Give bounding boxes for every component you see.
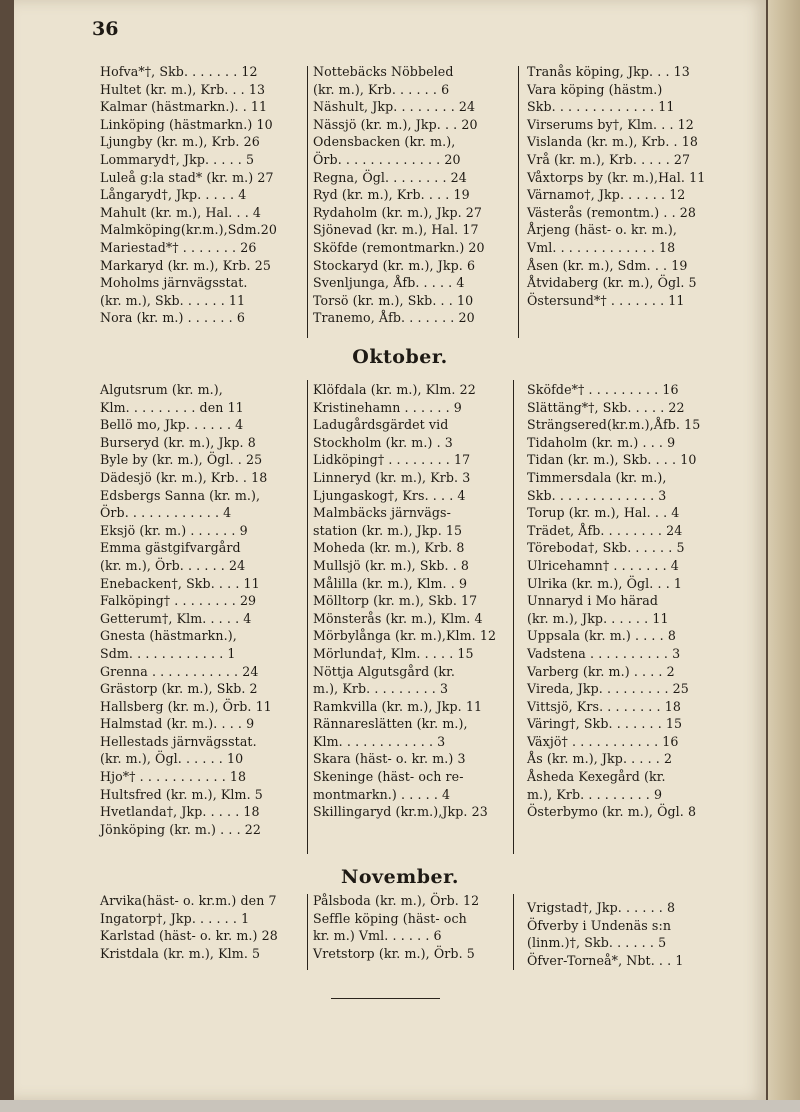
entry-line: Näshult, Jkp. . . . . . . . 24: [313, 99, 476, 115]
entry-line: Öfverby i Undenäs s:n: [527, 917, 672, 933]
section-1-column-3: [527, 63, 730, 309]
entry-line: Luleå g:la stad* (kr. m.) 27: [100, 169, 274, 185]
entry-line: Stockaryd (kr. m.), Jkp. 6: [313, 257, 476, 273]
entry-line: Timmersdala (kr. m.),: [527, 469, 667, 485]
entry-line: Svenljunga, Åfb. . . . . 4: [313, 275, 465, 291]
oktober-column-3: [527, 381, 730, 821]
entry-line: Markaryd (kr. m.), Krb. 25: [100, 257, 271, 273]
column-rule: [513, 380, 514, 854]
entry-line: Hallsberg (kr. m.), Örb. 11: [100, 698, 272, 714]
entry-line: Väring†, Skb. . . . . . . 15: [527, 716, 683, 732]
entry-line: Bellö mo, Jkp. . . . . . 4: [100, 417, 244, 433]
entry-line: Moheda (kr. m.), Krb. 8: [313, 540, 465, 556]
entry-line: Uppsala (kr. m.) . . . . 8: [527, 628, 676, 644]
entry-line: Tranemo, Åfb. . . . . . . 20: [313, 310, 475, 326]
entry-line: Unnaryd i Mo härad: [527, 593, 659, 609]
entry-line: Våxtorps by (kr. m.),Hal. 11: [527, 169, 706, 185]
entry-line: Skillingaryd (kr.m.),Jkp. 23: [313, 804, 488, 820]
entry-line: Tidan (kr. m.), Skb. . . . 10: [527, 452, 697, 468]
entry-line: Algutsrum (kr. m.),: [100, 382, 223, 397]
entry-line: Linköping (hästmarkn.) 10: [100, 116, 273, 132]
entry-line: Åsheda Kexegård (kr.: [527, 769, 666, 785]
entry-line: Långaryd†, Jkp. . . . . 4: [100, 187, 247, 203]
entry-line: Nottebäcks Nöbbeled: [313, 64, 454, 79]
entry-line: Nora (kr. m.) . . . . . . 6: [100, 310, 245, 326]
entry-line: Öfver-Torneå*, Nbt. . . 1: [527, 952, 684, 968]
entry-line: Ulrika (kr. m.), Ögl. . . 1: [527, 575, 683, 591]
entry-line: Östersund*† . . . . . . . 11: [527, 292, 685, 308]
entry-line: Ryd (kr. m.), Krb. . . . 19: [313, 187, 470, 203]
entry-line: Moholms järnvägsstat.: [100, 275, 248, 291]
entry-line: (kr. m.), Krb. . . . . . 6: [313, 81, 450, 97]
entry-line: Hultsfred (kr. m.), Klm. 5: [100, 786, 263, 802]
entry-line: Kalmar (hästmarkn.). . 11: [100, 99, 268, 115]
entry-line: Skb. . . . . . . . . . . . . 3: [527, 487, 667, 503]
entry-line: Mölltorp (kr. m.), Skb. 17: [313, 593, 478, 609]
november-column-2: [313, 892, 510, 962]
entry-line: Byle by (kr. m.), Ögl. . 25: [100, 452, 263, 468]
entry-line: Malmbäcks järnvägs-: [313, 505, 451, 521]
entry-line: Trädet, Åfb. . . . . . . . 24: [527, 522, 683, 538]
entry-line: Vrå (kr. m.), Krb. . . . . 27: [527, 151, 691, 167]
entry-line: (kr. m.), Skb. . . . . . 11: [100, 292, 246, 308]
entry-line: Töreboda†, Skb. . . . . . 5: [527, 540, 685, 556]
entry-line: Ladugårdsgärdet vid: [313, 417, 449, 433]
entry-line: Nöttja Algutsgård (kr.: [313, 663, 455, 679]
entry-line: Odensbacken (kr. m.),: [313, 134, 456, 150]
entry-line: Halmstad (kr. m.). . . . 9: [100, 716, 255, 732]
entry-line: Värnamo†, Jkp. . . . . . 12: [527, 187, 686, 203]
section-1-column-2: [313, 63, 510, 327]
entry-line: Seffle köping (häst- och: [313, 910, 467, 926]
entry-line: Hvetlanda†, Jkp. . . . . 18: [100, 804, 260, 820]
entry-line: Skara (häst- o. kr. m.) 3: [313, 751, 466, 767]
entry-line: Slättäng*†, Skb. . . . . 22: [527, 399, 685, 415]
entry-line: Getterum†, Klm. . . . . 4: [100, 610, 252, 626]
column-rule: [307, 894, 308, 970]
entry-line: (linm.)†, Skb. . . . . . 5: [527, 935, 667, 951]
entry-line: Skeninge (häst- och re-: [313, 769, 464, 785]
entry-line: Burseryd (kr. m.), Jkp. 8: [100, 434, 256, 450]
entry-line: Vislanda (kr. m.), Krb. . 18: [527, 134, 698, 150]
entry-line: Mörbylånga (kr. m.),Klm. 12: [313, 628, 497, 644]
oktober-column-2: [313, 381, 510, 821]
entry-line: Falköping† . . . . . . . . 29: [100, 593, 257, 609]
entry-line: Örb. . . . . . . . . . . . 4: [100, 505, 232, 521]
entry-line: Hellestads järnvägsstat.: [100, 733, 257, 749]
entry-line: Åsen (kr. m.), Sdm. . . 19: [527, 257, 688, 273]
section-1-column-1: [100, 63, 300, 327]
entry-line: Stockholm (kr. m.) . 3: [313, 434, 453, 450]
entry-line: Ljungby (kr. m.), Krb. 26: [100, 134, 260, 150]
end-rule: [331, 998, 440, 999]
entry-line: Ås (kr. m.), Jkp. . . . . 2: [527, 751, 673, 767]
entry-line: Växjö† . . . . . . . . . . . 16: [527, 733, 679, 749]
entry-line: Arvika(häst- o. kr.m.) den 7: [100, 893, 277, 908]
entry-line: (kr. m.), Ögl. . . . . . 10: [100, 751, 244, 767]
entry-line: Målilla (kr. m.), Klm. . 9: [313, 575, 468, 591]
page-number: 36: [92, 18, 119, 40]
entry-line: Strängsered(kr.m.),Åfb. 15: [527, 417, 701, 433]
entry-line: Karlstad (häst- o. kr. m.) 28: [100, 928, 278, 944]
entry-line: Sköfde (remontmarkn.) 20: [313, 239, 485, 255]
entry-line: Emma gästgifvargård: [100, 540, 241, 556]
entry-line: Ulricehamn† . . . . . . . 4: [527, 557, 679, 573]
column-rule: [307, 66, 308, 338]
entry-line: Edsbergs Sanna (kr. m.),: [100, 487, 261, 503]
entry-line: Ramkvilla (kr. m.), Jkp. 11: [313, 698, 483, 714]
entry-line: Pålsboda (kr. m.), Örb. 12: [313, 893, 480, 908]
entry-line: Linneryd (kr. m.), Krb. 3: [313, 469, 471, 485]
entry-line: montmarkn.) . . . . . 4: [313, 786, 451, 802]
entry-line: Vml. . . . . . . . . . . . . 18: [527, 239, 676, 255]
oktober-column-1: [100, 381, 300, 838]
entry-line: Jönköping (kr. m.) . . . 22: [100, 821, 262, 837]
entry-line: Vittsjö, Krs. . . . . . . . 18: [527, 698, 681, 714]
column-rule: [518, 66, 519, 338]
entry-line: Åtvidaberg (kr. m.), Ögl. 5: [527, 275, 697, 291]
entry-line: Hofva*†, Skb. . . . . . . 12: [100, 64, 258, 79]
entry-line: Tidaholm (kr. m.) . . . 9: [527, 434, 676, 450]
entry-line: Rydaholm (kr. m.), Jkp. 27: [313, 204, 483, 220]
entry-line: Nässjö (kr. m.), Jkp. . . 20: [313, 116, 478, 132]
entry-line: Mönsterås (kr. m.), Klm. 4: [313, 610, 483, 626]
month-heading-oktober: Oktober.: [352, 346, 448, 368]
entry-line: Kristinehamn . . . . . . 9: [313, 399, 462, 415]
entry-line: Vara köping (hästm.): [527, 81, 663, 97]
entry-line: Sköfde*† . . . . . . . . . 16: [527, 382, 679, 397]
entry-line: Örb. . . . . . . . . . . . . 20: [313, 151, 461, 167]
entry-line: Ljungaskog†, Krs. . . . 4: [313, 487, 466, 503]
entry-line: Vrigstad†, Jkp. . . . . . 8: [527, 900, 676, 915]
entry-line: Virserums by†, Klm. . . 12: [527, 116, 694, 132]
entry-line: Rännareslätten (kr. m.),: [313, 716, 468, 732]
entry-line: Hultet (kr. m.), Krb. . . 13: [100, 81, 266, 97]
entry-line: Österbymo (kr. m.), Ögl. 8: [527, 804, 697, 820]
entry-line: Lommaryd†, Jkp. . . . . 5: [100, 151, 255, 167]
entry-line: (kr. m.), Örb. . . . . . 24: [100, 557, 246, 573]
entry-line: Gnesta (hästmarkn.),: [100, 628, 237, 644]
entry-line: (kr. m.), Jkp. . . . . . 11: [527, 610, 669, 626]
entry-line: Sdm. . . . . . . . . . . . 1: [100, 645, 236, 661]
column-rule: [307, 380, 308, 854]
page-edge: [768, 0, 800, 1112]
entry-line: Tranås köping, Jkp. . . 13: [527, 64, 690, 79]
entry-line: Grästorp (kr. m.), Skb. 2: [100, 681, 258, 697]
entry-line: Enebacken†, Skb. . . . 11: [100, 575, 260, 591]
entry-line: Vretstorp (kr. m.), Örb. 5: [313, 945, 475, 961]
entry-line: Klm. . . . . . . . . . . . 3: [313, 733, 446, 749]
entry-line: Mullsjö (kr. m.), Skb. . 8: [313, 557, 470, 573]
scan-background: [0, 1100, 800, 1112]
entry-line: Regna, Ögl. . . . . . . . 24: [313, 169, 467, 185]
entry-line: Sjönevad (kr. m.), Hal. 17: [313, 222, 479, 238]
month-heading-november: November.: [340, 866, 460, 888]
entry-line: Mahult (kr. m.), Hal. . . 4: [100, 204, 262, 220]
entry-line: Malmköping(kr.m.),Sdm.20: [100, 222, 277, 238]
entry-line: Årjeng (häst- o. kr. m.),: [527, 222, 677, 238]
entry-line: Lidköping† . . . . . . . . 17: [313, 452, 471, 468]
column-rule: [513, 894, 514, 970]
entry-line: Klöfdala (kr. m.), Klm. 22: [313, 382, 476, 397]
entry-line: Mariestad*† . . . . . . . 26: [100, 239, 257, 255]
november-column-1: [100, 892, 300, 962]
entry-line: m.), Krb. . . . . . . . . 9: [527, 786, 663, 802]
entry-line: Dädesjö (kr. m.), Krb. . 18: [100, 469, 268, 485]
entry-line: m.), Krb. . . . . . . . . 3: [313, 681, 449, 697]
entry-line: Varberg (kr. m.) . . . . 2: [527, 663, 675, 679]
entry-line: Torsö (kr. m.), Skb. . . 10: [313, 292, 474, 308]
entry-line: kr. m.) Vml. . . . . . 6: [313, 928, 442, 944]
november-column-3: [527, 899, 730, 969]
entry-line: Västerås (remontm.) . . 28: [527, 204, 696, 220]
entry-line: Eksjö (kr. m.) . . . . . . 9: [100, 522, 248, 538]
entry-line: Kristdala (kr. m.), Klm. 5: [100, 945, 261, 961]
entry-line: Vadstena . . . . . . . . . . 3: [527, 645, 681, 661]
entry-line: Torup (kr. m.), Hal. . . 4: [527, 505, 680, 521]
entry-line: Hjo*† . . . . . . . . . . . 18: [100, 769, 247, 785]
entry-line: Skb. . . . . . . . . . . . . 11: [527, 99, 675, 115]
entry-line: station (kr. m.), Jkp. 15: [313, 522, 463, 538]
entry-line: Ingatorp†, Jkp. . . . . . 1: [100, 910, 250, 926]
entry-line: Mörlunda†, Klm. . . . . 15: [313, 645, 474, 661]
entry-line: Grenna . . . . . . . . . . . 24: [100, 663, 259, 679]
entry-line: Vireda, Jkp. . . . . . . . . 25: [527, 681, 689, 697]
entry-line: Klm. . . . . . . . . den 11: [100, 399, 244, 415]
